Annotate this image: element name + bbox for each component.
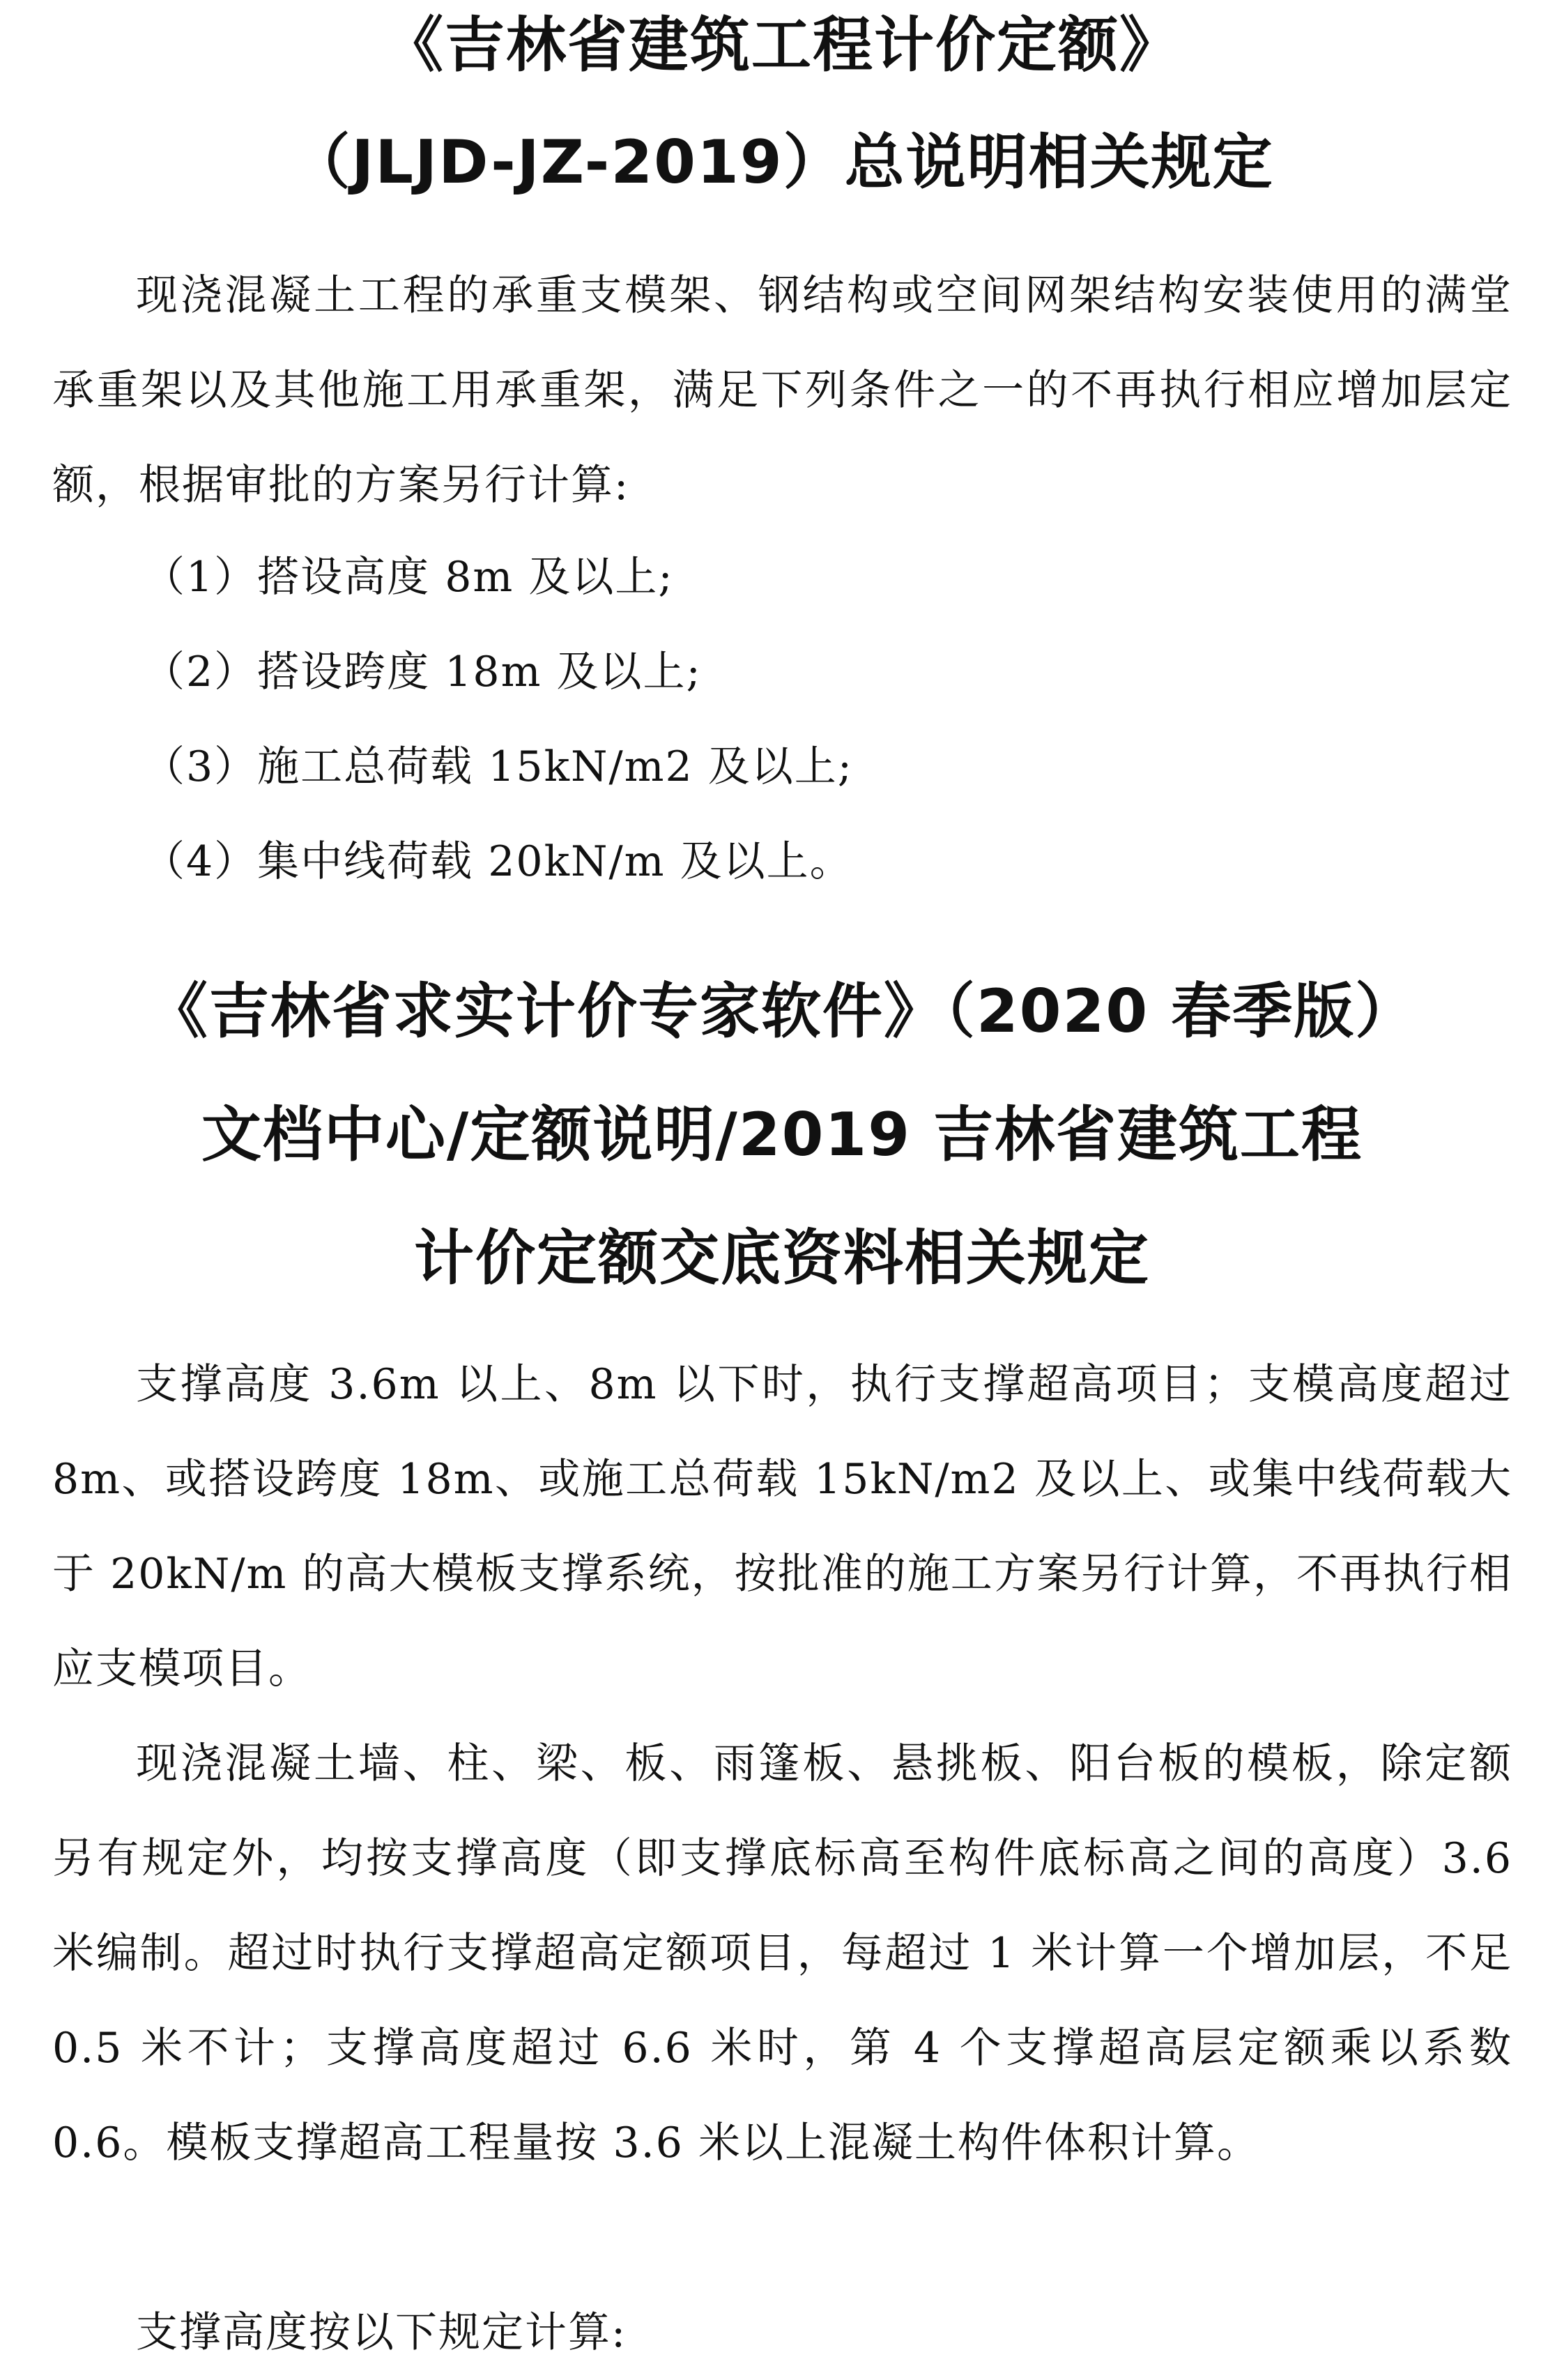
section2-paragraph-2: 现浇混凝土墙、柱、梁、板、雨篷板、悬挑板、阳台板的模板，除定额另有规定外，均按支撑高度（即支撑底标高至构件底标高之间的高度）3.6 米编制。超过时执行支撑超高定额项目，每超过 1 米计算一个增加层，不足 0.5 米不计；支撑高度超过 6.6 米时，第 4 个支撑超高层定额乘以系数 0.6。模板支撑超高工程量按 3.6 米以上混凝土构件体积计算。 <box>52 1739 1512 2167</box>
condition-item-4: （4）集中线荷载 20kN/m 及以上。 <box>143 837 853 886</box>
section2-title-line3: 计价定额交底资料相关规定 <box>414 1223 1150 1293</box>
section2-paragraph-1: 支撑高度 3.6m 以上、8m 以下时，执行支撑超高项目；支模高度超过 8m、或搭设跨度 18m、或施工总荷载 15kN/m2 及以上、或集中线荷载大于 20kN/m 的高大模板支撑系统，按批准的施工方案另行计算，不再执行相应支模项目。 <box>52 1360 1512 1693</box>
section2-paragraph-3: 支撑高度按以下规定计算: <box>136 2308 627 2357</box>
section2-title-line2: 文档中心/定额说明/2019 吉林省建筑工程 <box>201 1100 1363 1170</box>
section1-title-line1: 《吉林省建筑工程计价定额》 <box>383 10 1181 80</box>
section2-title-line1: 《吉林省求实计价专家软件》（2020 春季版） <box>147 977 1417 1046</box>
condition-item-3: （3）施工总荷载 15kN/m2 及以上; <box>143 742 854 791</box>
condition-item-2: （2）搭设跨度 18m 及以上; <box>143 648 702 696</box>
condition-item-1: （1）搭设高度 8m 及以上; <box>143 553 674 602</box>
section1-title-line2: （JLJD-JZ-2019）总说明相关规定 <box>290 128 1274 197</box>
section1-intro-paragraph: 现浇混凝土工程的承重支模架、钢结构或空间网架结构安装使用的满堂承重架以及其他施工用承重架，满足下列条件之一的不再执行相应增加层定额，根据审批的方案另行计算: <box>52 271 1512 510</box>
